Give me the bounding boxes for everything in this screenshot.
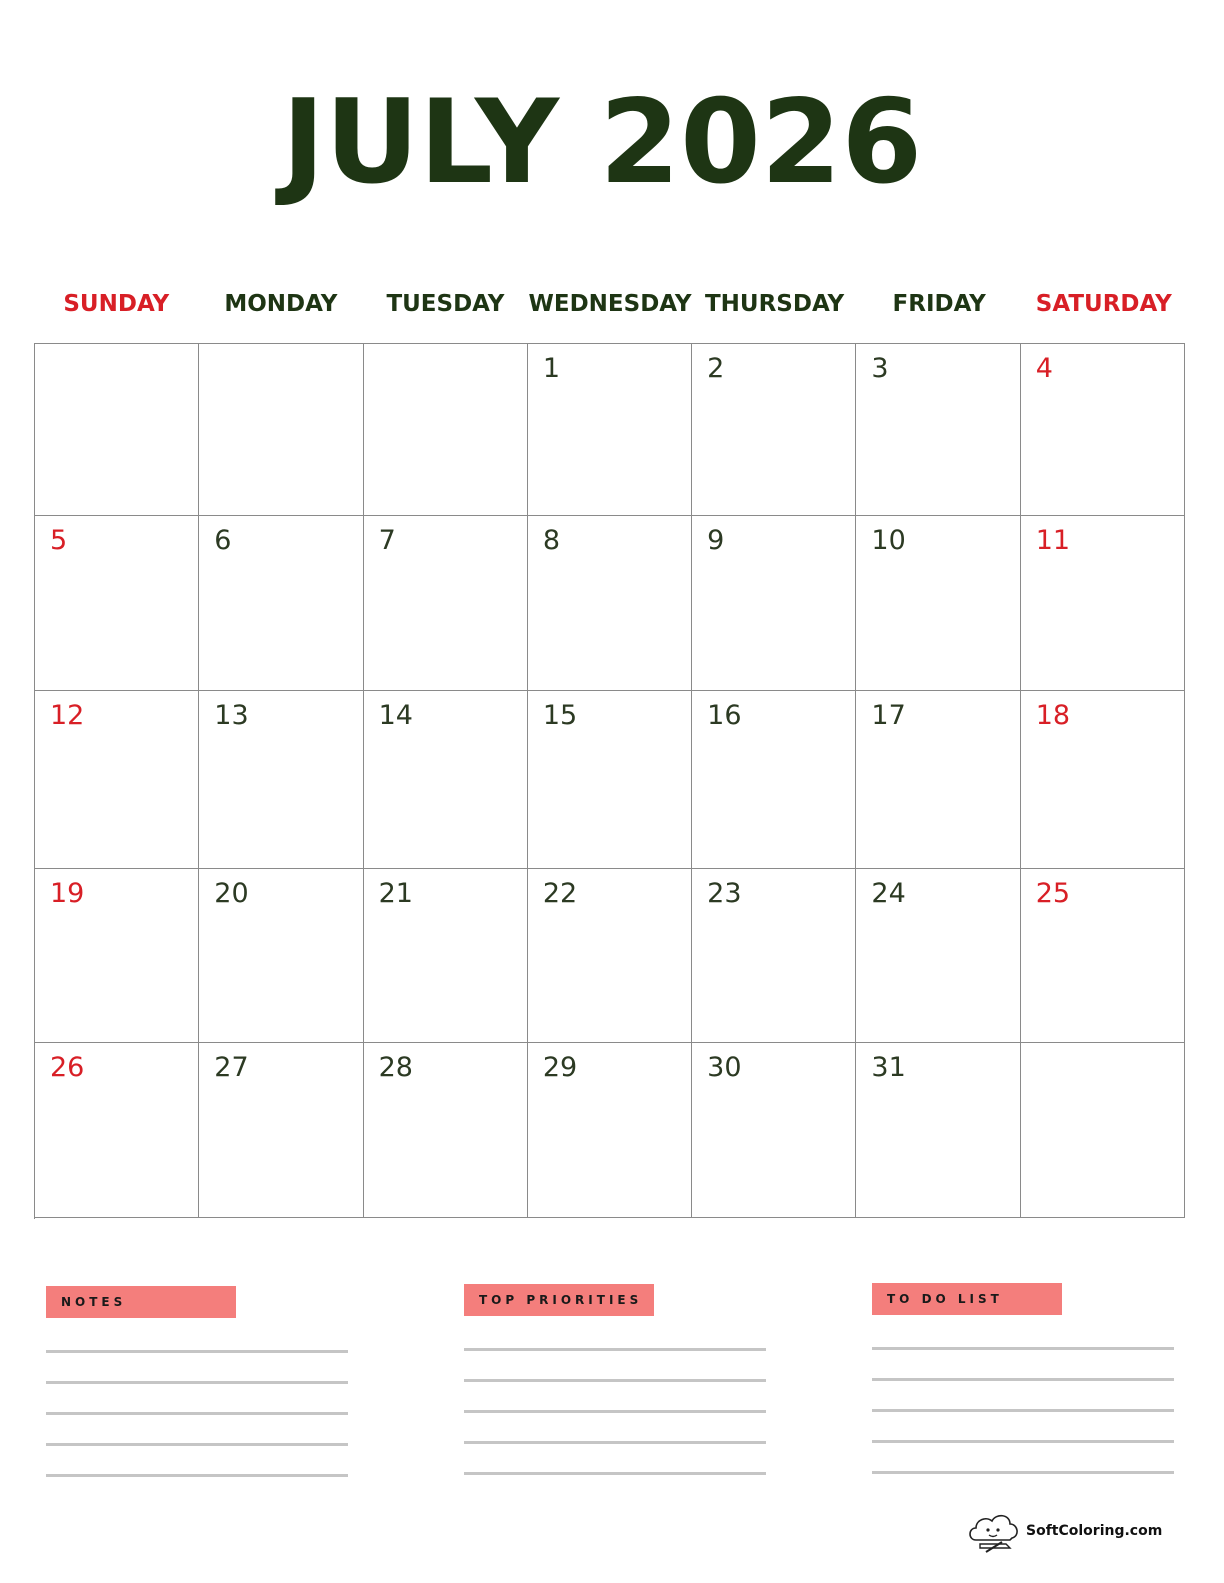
day-number: 25 xyxy=(1035,878,1071,909)
day-cell xyxy=(1021,691,1185,869)
day-cell xyxy=(856,691,1020,869)
day-number: 17 xyxy=(871,700,906,731)
day-number: 9 xyxy=(707,525,725,556)
day-number: 29 xyxy=(542,1052,578,1083)
day-cell xyxy=(364,516,528,691)
day-number: 6 xyxy=(214,525,232,556)
weekday-saturday: SATURDAY xyxy=(1035,291,1172,317)
to-do-list-lines xyxy=(872,1347,1174,1474)
to-do-list-section xyxy=(872,1283,1174,1502)
writing-line xyxy=(464,1441,766,1444)
top-priorities-lines xyxy=(464,1348,766,1475)
day-number: 20 xyxy=(214,878,249,909)
day-number: 30 xyxy=(707,1052,742,1083)
day-cell xyxy=(692,1043,856,1218)
day-cell xyxy=(528,516,692,691)
day-cell xyxy=(1021,869,1185,1043)
day-number: 11 xyxy=(1035,525,1071,556)
day-cell xyxy=(856,1043,1020,1218)
day-number: 8 xyxy=(542,525,561,556)
to-do-list-label: TO DO LIST xyxy=(872,1283,1062,1315)
day-cell xyxy=(856,344,1020,516)
writing-line xyxy=(46,1474,348,1477)
day-cell xyxy=(364,1043,528,1218)
day-cell xyxy=(856,869,1020,1043)
empty-day-cell xyxy=(199,344,363,516)
day-cell xyxy=(199,691,363,869)
day-cell xyxy=(364,691,528,869)
day-cell xyxy=(528,344,692,516)
cloud-pencil-icon xyxy=(966,1508,1022,1554)
day-cell xyxy=(856,516,1020,691)
day-number: 21 xyxy=(378,878,413,909)
writing-line xyxy=(872,1471,1174,1474)
day-number: 12 xyxy=(50,700,85,731)
weekday-wednesday: WEDNESDAY xyxy=(528,291,692,317)
writing-line xyxy=(872,1409,1174,1412)
day-cell xyxy=(692,344,856,516)
day-number: 7 xyxy=(378,525,396,556)
day-cell xyxy=(528,1043,692,1218)
day-number: 22 xyxy=(542,878,578,909)
day-number: 10 xyxy=(871,525,906,556)
writing-line xyxy=(46,1412,348,1415)
weekday-tuesday: TUESDAY xyxy=(386,291,505,317)
page-title: JULY 2026 xyxy=(281,75,923,210)
writing-line xyxy=(872,1378,1174,1381)
day-number: 3 xyxy=(871,353,889,384)
day-cell xyxy=(35,1043,199,1218)
day-cell xyxy=(1021,516,1185,691)
day-cell xyxy=(692,869,856,1043)
day-number: 27 xyxy=(214,1052,249,1083)
weekday-sunday: SUNDAY xyxy=(63,291,170,317)
weekday-friday: FRIDAY xyxy=(892,291,986,317)
day-cell xyxy=(199,1043,363,1218)
brand-name: SoftColoring.com xyxy=(1026,1523,1163,1539)
empty-day-cell xyxy=(364,344,528,516)
writing-line xyxy=(46,1443,348,1446)
writing-line xyxy=(464,1348,766,1351)
day-number: 1 xyxy=(542,353,561,384)
writing-line xyxy=(46,1350,348,1353)
day-cell xyxy=(528,869,692,1043)
day-cell xyxy=(35,691,199,869)
day-number: 23 xyxy=(707,878,742,909)
day-cell xyxy=(528,691,692,869)
calendar-grid xyxy=(34,343,1185,1219)
day-number: 18 xyxy=(1035,700,1071,731)
writing-line xyxy=(464,1379,766,1382)
weekday-monday: MONDAY xyxy=(224,291,338,317)
empty-day-cell xyxy=(35,344,199,516)
day-cell xyxy=(35,516,199,691)
day-cell xyxy=(35,869,199,1043)
day-cell xyxy=(1021,344,1185,516)
day-number: 14 xyxy=(378,700,413,731)
day-number: 16 xyxy=(707,700,742,731)
day-cell xyxy=(199,516,363,691)
day-number: 28 xyxy=(378,1052,413,1083)
notes-lines xyxy=(46,1350,348,1477)
top-priorities-section xyxy=(464,1284,766,1503)
weekday-thursday: THURSDAY xyxy=(704,291,845,317)
writing-line xyxy=(872,1347,1174,1350)
day-cell xyxy=(692,516,856,691)
day-number: 13 xyxy=(214,700,249,731)
top-priorities-label: TOP PRIORITIES xyxy=(464,1284,654,1316)
writing-line xyxy=(464,1472,766,1475)
writing-line xyxy=(46,1381,348,1384)
brand-footer xyxy=(966,1508,1162,1554)
day-number: 15 xyxy=(542,700,578,731)
day-number: 4 xyxy=(1035,353,1053,384)
notes-label: NOTES xyxy=(46,1286,236,1318)
day-number: 19 xyxy=(50,878,85,909)
day-number: 2 xyxy=(707,353,725,384)
notes-section xyxy=(46,1286,348,1505)
day-cell xyxy=(692,691,856,869)
day-number: 26 xyxy=(50,1052,85,1083)
writing-line xyxy=(464,1410,766,1413)
writing-line xyxy=(872,1440,1174,1443)
day-number: 5 xyxy=(50,525,68,556)
empty-day-cell xyxy=(1021,1043,1185,1218)
day-cell xyxy=(199,869,363,1043)
weekday-header-row xyxy=(34,284,1186,324)
day-cell xyxy=(364,869,528,1043)
day-number: 31 xyxy=(871,1052,906,1083)
day-number: 24 xyxy=(871,878,906,909)
